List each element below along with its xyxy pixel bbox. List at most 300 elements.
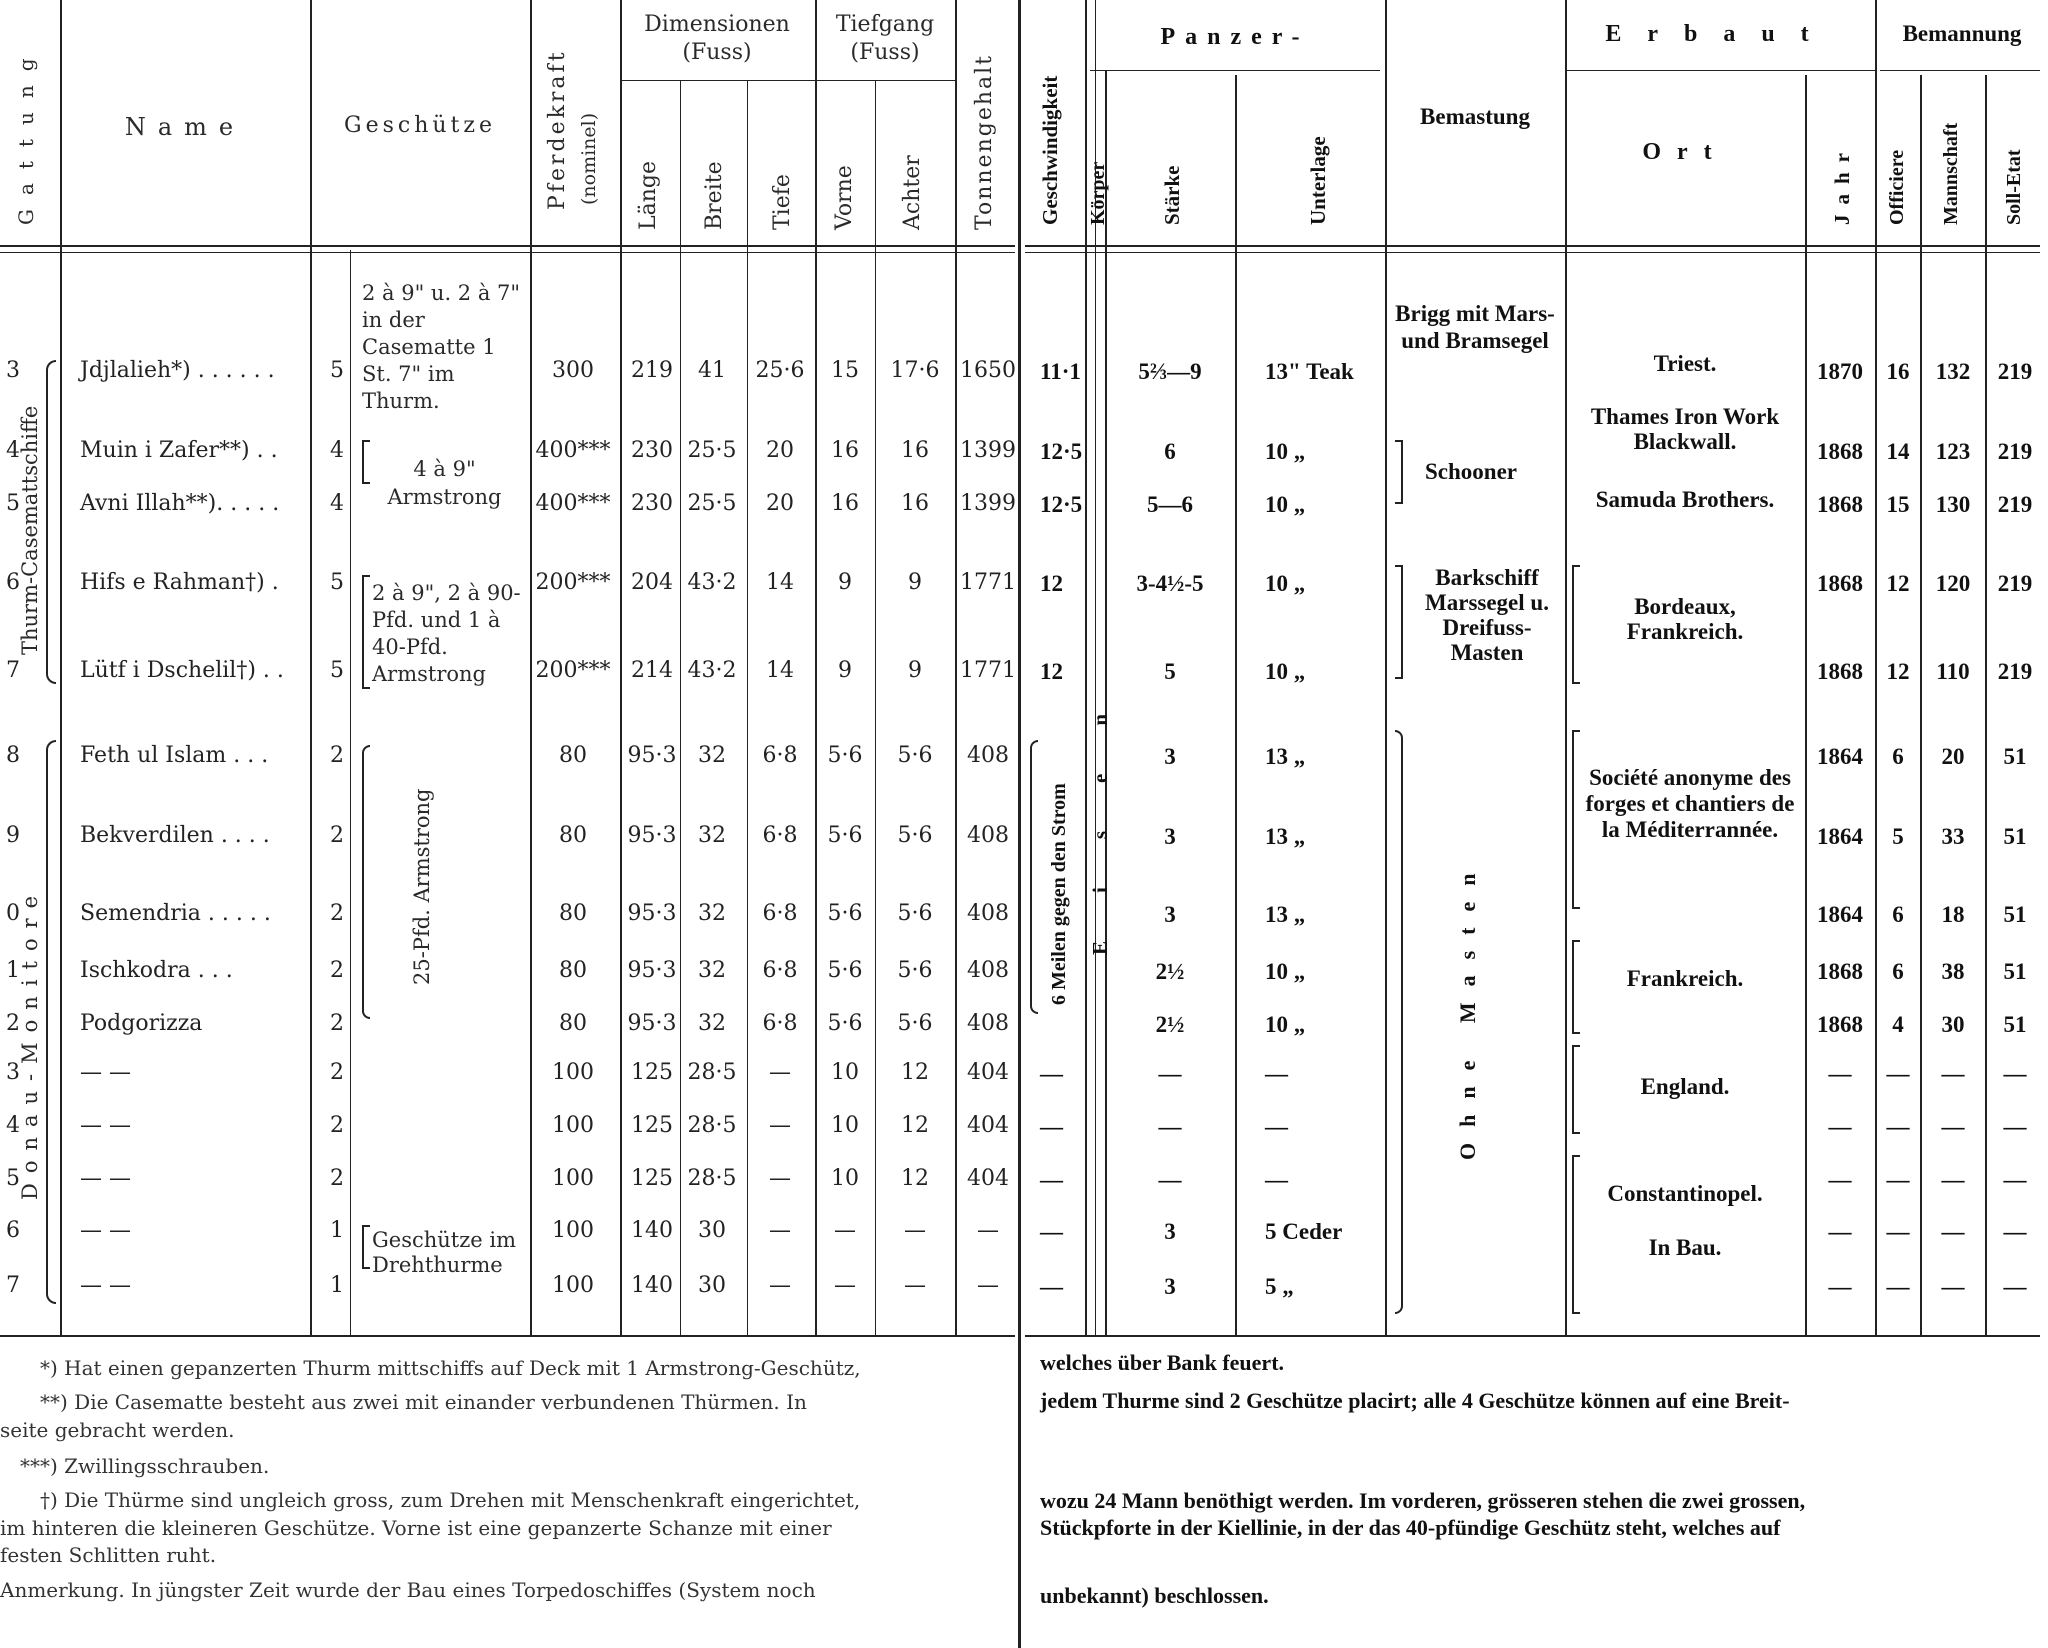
rule	[1090, 70, 1380, 71]
cell-anz: 1	[330, 1218, 344, 1243]
cell-achter: 5·6	[897, 1011, 933, 1036]
cell-jahr: 1868	[1817, 1012, 1863, 1037]
cell-mann: 110	[1936, 659, 1970, 684]
guns-group-2: 4 à 9" Armstrong	[387, 457, 502, 509]
cell-ps: 80	[559, 743, 587, 768]
cell-unterlage: 10 „	[1265, 492, 1306, 517]
cell-mann: 20	[1941, 744, 1965, 769]
cell-unterlage: —	[1265, 1167, 1288, 1192]
rule	[1385, 0, 1387, 1335]
cell-name: — —	[80, 1166, 131, 1191]
cell-anz: 5	[330, 358, 344, 383]
cell-breite: 32	[698, 958, 726, 983]
cell-unterlage: 13 „	[1265, 824, 1306, 849]
header-ort: Ort	[1642, 139, 1728, 165]
cell-jahr: —	[1828, 1061, 1852, 1086]
rule	[955, 0, 957, 1335]
cell-unterlage: 13 „	[1265, 744, 1306, 769]
guns-25pfd-armstrong: 25-Pfd. Armstrong	[410, 788, 434, 985]
cell-unterlage: 10 „	[1265, 1012, 1306, 1037]
cell-achter: 12	[901, 1060, 929, 1085]
cell-breite: 30	[698, 1218, 726, 1243]
cell-no: 2	[6, 1011, 20, 1036]
cell-achter: 12	[901, 1166, 929, 1191]
cell-anz: 2	[330, 1060, 344, 1085]
ort-frankreich: Frankreich.	[1626, 966, 1744, 991]
cell-anz: 2	[330, 743, 344, 768]
guns-group-1: 2 à 9" u. 2 à 7" in der Casematte 1 St. 7" im Thurm.	[362, 281, 521, 413]
cell-staerke: —	[1158, 1114, 1182, 1139]
cell-anz: 2	[330, 1011, 344, 1036]
speed-strom-note: 6 Meilen gegen den Strom	[1048, 783, 1070, 1005]
cell-achter: —	[904, 1273, 926, 1298]
cell-ps: 100	[552, 1113, 594, 1138]
rule	[1920, 75, 1922, 1335]
cell-laenge: 95·3	[627, 958, 677, 983]
cell-jahr: 1868	[1817, 492, 1863, 517]
cell-name: — —	[80, 1060, 131, 1085]
cell-anz: 2	[330, 901, 344, 926]
cell-laenge: 125	[631, 1166, 673, 1191]
cell-ps: 200***	[535, 658, 611, 683]
cell-breite: 32	[698, 823, 726, 848]
cell-mann: 120	[1935, 571, 1971, 596]
rule	[1875, 0, 1877, 1335]
rule	[1565, 0, 1567, 1335]
cell-staerke: 3-4½-5	[1136, 571, 1204, 596]
cell-speed: 12·5	[1040, 492, 1083, 517]
cell-no: 9	[6, 823, 20, 848]
cell-mann: —	[1941, 1274, 1965, 1299]
cell-etat: 51	[2003, 902, 2027, 927]
cell-off: —	[1886, 1219, 1910, 1244]
cell-achter: —	[904, 1218, 926, 1243]
cell-off: 6	[1892, 959, 1904, 984]
cell-jahr: —	[1828, 1114, 1852, 1139]
cell-jahr: 1864	[1817, 824, 1863, 849]
cell-ps: 200***	[535, 570, 611, 595]
cell-staerke: —	[1158, 1061, 1182, 1086]
cell-mann: —	[1941, 1061, 1965, 1086]
cell-no: 6	[6, 1218, 20, 1243]
cell-breite: 41	[698, 358, 726, 383]
rule	[1018, 0, 1021, 1648]
header-laenge: Länge	[636, 161, 661, 230]
rule	[815, 80, 955, 81]
cell-name: Bekverdilen . . . .	[80, 823, 270, 848]
cell-mann: 30	[1941, 1012, 1965, 1037]
cell-unterlage: 13 „	[1265, 902, 1306, 927]
cell-tonnen: 408	[967, 1011, 1009, 1036]
gun-brace	[362, 1225, 370, 1269]
cell-achter: 9	[908, 570, 922, 595]
cell-breite: 32	[698, 901, 726, 926]
footnote-left-line: im hinteren die kleineren Geschütze. Vorne ist eine gepanzerte Schanze mit einer	[0, 1516, 832, 1540]
gun-brace	[362, 575, 370, 689]
cell-vorne: 5·6	[827, 958, 863, 983]
group-thurm-casemattschiffe: Thurm-Casemattschiffe	[18, 405, 42, 655]
cell-vorne: 10	[831, 1113, 859, 1138]
cell-tiefe: 14	[766, 570, 794, 595]
cell-jahr: 1870	[1817, 359, 1863, 384]
header-name: Name	[124, 113, 246, 141]
cell-name: Avni Illah**). . . . .	[80, 491, 280, 516]
cell-name: Jdjlalieh*) . . . . . .	[80, 358, 275, 383]
rule	[1025, 252, 2040, 253]
cell-no: 3	[6, 358, 20, 383]
cell-tiefe: 6·8	[762, 1011, 798, 1036]
cell-off: 14	[1886, 439, 1910, 464]
mast-brace	[1395, 440, 1403, 504]
cell-jahr: —	[1828, 1274, 1852, 1299]
cell-jahr: —	[1828, 1219, 1852, 1244]
cell-laenge: 95·3	[627, 901, 677, 926]
cell-vorne: 15	[831, 358, 859, 383]
ort-bordeaux: Bordeaux, Frankreich.	[1626, 594, 1744, 644]
cell-anz: 2	[330, 1113, 344, 1138]
mast-brace	[1395, 730, 1403, 1314]
cell-laenge: 214	[631, 658, 673, 683]
rule	[350, 250, 351, 1335]
cell-breite: 25·5	[687, 438, 737, 463]
cell-tiefe: —	[769, 1166, 791, 1191]
cell-vorne: 5·6	[827, 743, 863, 768]
cell-tonnen: 404	[967, 1166, 1009, 1191]
ort-triest: Triest.	[1653, 351, 1717, 376]
cell-ps: 80	[559, 823, 587, 848]
cell-speed: —	[1040, 1274, 1063, 1299]
cell-tonnen: 1650	[960, 358, 1016, 383]
cell-name: Semendria . . . . .	[80, 901, 271, 926]
group-donau-monitore: Donau-Monitore	[18, 885, 42, 1200]
rule	[1805, 75, 1807, 1335]
cell-ps: 100	[552, 1060, 594, 1085]
cell-speed: —	[1040, 1061, 1063, 1086]
cell-off: 6	[1892, 902, 1904, 927]
rule	[620, 80, 820, 81]
rule	[1565, 70, 1875, 71]
header-staerke: Stärke	[1160, 165, 1184, 225]
cell-vorne: —	[834, 1218, 856, 1243]
header-tonnengehalt: Tonnengehalt	[972, 53, 997, 230]
cell-achter: 16	[901, 491, 929, 516]
header-dimensionen-sub: (Fuss)	[682, 40, 752, 65]
cell-tiefe: 20	[766, 491, 794, 516]
cell-tonnen: —	[977, 1273, 999, 1298]
cell-tonnen: 404	[967, 1113, 1009, 1138]
cell-name: Ischkodra . . .	[80, 958, 233, 983]
cell-speed: 12	[1040, 659, 1063, 684]
cell-vorne: 5·6	[827, 823, 863, 848]
cell-ps: 300	[552, 358, 594, 383]
footnote-right-line: Stückpforte in der Kiellinie, in der das 40-pfündige Geschütz steht, welches auf	[1040, 1515, 1781, 1540]
header-pferdekraft-sub: (nominel)	[578, 112, 600, 205]
cell-staerke: 2½	[1155, 959, 1185, 984]
footnote-left-line: ***) Zwillingsschrauben.	[20, 1454, 270, 1478]
cell-unterlage: —	[1265, 1061, 1288, 1086]
cell-jahr: 1868	[1817, 959, 1863, 984]
cell-anz: 1	[330, 1273, 344, 1298]
rule	[1025, 245, 2040, 247]
cell-staerke: 5⅔—9	[1138, 359, 1202, 384]
ort-brace	[1572, 1155, 1580, 1314]
cell-ps: 80	[559, 958, 587, 983]
cell-laenge: 230	[631, 491, 673, 516]
cell-off: 12	[1886, 659, 1910, 684]
ort-brace	[1572, 940, 1580, 1034]
cell-speed: —	[1040, 1114, 1063, 1139]
cell-speed: —	[1040, 1167, 1063, 1192]
rule	[1985, 75, 1987, 1335]
cell-mann: 130	[1935, 492, 1971, 517]
cell-ps: 100	[552, 1166, 594, 1191]
guns-group-3: 2 à 9", 2 à 90-Pfd. und 1 à 40-Pfd. Armstrong	[372, 581, 521, 686]
cell-tiefe: —	[769, 1060, 791, 1085]
koerper-eisen: Eisen	[1088, 665, 1112, 955]
cell-speed: —	[1040, 1219, 1063, 1244]
cell-etat: —	[2003, 1114, 2027, 1139]
cell-etat: —	[2003, 1061, 2027, 1086]
rule	[1025, 1335, 2040, 1337]
rule	[310, 0, 312, 1335]
cell-mann: —	[1941, 1114, 1965, 1139]
cell-etat: —	[2003, 1274, 2027, 1299]
cell-vorne: 10	[831, 1166, 859, 1191]
cell-no: 5	[6, 491, 20, 516]
cell-tiefe: —	[769, 1113, 791, 1138]
cell-ps: 400***	[535, 491, 611, 516]
cell-tiefe: —	[769, 1273, 791, 1298]
header-tiefe: Tiefe	[770, 174, 795, 230]
cell-jahr: 1868	[1817, 659, 1863, 684]
cell-no: 7	[6, 658, 20, 683]
cell-breite: 43·2	[687, 570, 737, 595]
cell-tonnen: 1771	[960, 570, 1016, 595]
cell-staerke: 3	[1164, 824, 1176, 849]
cell-unterlage: 5 Ceder	[1265, 1219, 1343, 1244]
footnote-right-line: unbekannt) beschlossen.	[1040, 1583, 1269, 1608]
footnote-right-line: welches über Bank feuert.	[1040, 1350, 1285, 1375]
ort-societe: Société anonyme des forges et chantiers de la Méditerrannée.	[1585, 765, 1795, 842]
header-geschwindigkeit: Geschwindigkeit	[1038, 75, 1062, 225]
header-officiere: Officiere	[1886, 149, 1908, 225]
cell-tonnen: —	[977, 1218, 999, 1243]
mast-group-1: Brigg mit Mars- und Bramsegel	[1395, 301, 1555, 353]
footnote-right-line: jedem Thurme sind 2 Geschütze placirt; alle 4 Geschütze können auf eine Breit-	[1040, 1388, 1790, 1413]
cell-no: 1	[6, 958, 20, 983]
cell-breite: 30	[698, 1273, 726, 1298]
cell-tonnen: 1771	[960, 658, 1016, 683]
cell-no: 4	[6, 438, 20, 463]
cell-mann: 33	[1941, 824, 1965, 849]
cell-ps: 100	[552, 1273, 594, 1298]
cell-unterlage: 10 „	[1265, 439, 1306, 464]
ort-thames: Thames Iron Work Blackwall.	[1590, 404, 1780, 454]
cell-tiefe: 6·8	[762, 823, 798, 848]
cell-name: Lütf i Dschelil†) . .	[80, 658, 284, 683]
cell-off: 15	[1886, 492, 1910, 517]
cell-name: Hifs e Rahman†) .	[80, 570, 279, 595]
header-tiefgang: Tiefgang	[835, 12, 935, 37]
cell-staerke: 3	[1164, 1274, 1176, 1299]
cell-off: 6	[1892, 744, 1904, 769]
cell-anz: 2	[330, 823, 344, 848]
cell-staerke: 6	[1164, 439, 1176, 464]
cell-etat: 219	[1997, 492, 2033, 517]
cell-off: —	[1886, 1114, 1910, 1139]
cell-tiefe: 6·8	[762, 901, 798, 926]
cell-laenge: 125	[631, 1060, 673, 1085]
cell-mann: 18	[1941, 902, 1965, 927]
cell-etat: 219	[1997, 659, 2033, 684]
cell-unterlage: 10 „	[1265, 659, 1306, 684]
cell-breite: 28·5	[687, 1060, 737, 1085]
cell-name: — —	[80, 1273, 131, 1298]
cell-breite: 28·5	[687, 1113, 737, 1138]
cell-speed: 12	[1040, 571, 1063, 596]
rule	[680, 80, 681, 1335]
group-brace	[46, 740, 56, 1304]
cell-jahr: 1864	[1817, 744, 1863, 769]
header-gattung: Gattung	[14, 44, 38, 225]
header-bemannung: Bemannung	[1902, 21, 2022, 46]
footnote-left-line: †) Die Thürme sind ungleich gross, zum Drehen mit Menschenkraft eingerichtet,	[40, 1488, 861, 1512]
cell-no: 3	[6, 1060, 20, 1085]
header-unterlage: Unterlage	[1306, 136, 1330, 225]
cell-vorne: 9	[838, 658, 852, 683]
header-soll-etat: Soll-Etat	[2003, 149, 2025, 225]
cell-etat: —	[2003, 1219, 2027, 1244]
cell-achter: 5·6	[897, 743, 933, 768]
cell-anz: 4	[330, 491, 344, 516]
ort-brace	[1572, 565, 1580, 684]
cell-anz: 5	[330, 658, 344, 683]
cell-laenge: 230	[631, 438, 673, 463]
cell-staerke: 5—6	[1147, 492, 1193, 517]
cell-anz: 2	[330, 1166, 344, 1191]
ort-brace	[1572, 1045, 1580, 1134]
cell-no: 8	[6, 743, 20, 768]
cell-off: —	[1886, 1274, 1910, 1299]
cell-no: 4	[6, 1113, 20, 1138]
cell-off: —	[1886, 1061, 1910, 1086]
cell-off: 16	[1886, 359, 1910, 384]
cell-etat: —	[2003, 1167, 2027, 1192]
header-mannschaft: Mannschaft	[1940, 122, 1962, 225]
ort-england: England.	[1640, 1074, 1730, 1099]
cell-ps: 100	[552, 1218, 594, 1243]
cell-achter: 16	[901, 438, 929, 463]
ort-brace	[1572, 730, 1580, 909]
cell-mann: 123	[1935, 439, 1971, 464]
cell-tonnen: 1399	[960, 491, 1016, 516]
cell-tiefe: 20	[766, 438, 794, 463]
cell-breite: 25·5	[687, 491, 737, 516]
cell-jahr: 1864	[1817, 902, 1863, 927]
cell-breite: 32	[698, 1011, 726, 1036]
cell-jahr: 1868	[1817, 571, 1863, 596]
footnote-left-line: Anmerkung. In jüngster Zeit wurde der Bau eines Torpedoschiffes (System noch	[0, 1578, 816, 1602]
cell-laenge: 95·3	[627, 743, 677, 768]
cell-vorne: 9	[838, 570, 852, 595]
cell-tonnen: 1399	[960, 438, 1016, 463]
ort-in-bau: In Bau.	[1648, 1235, 1722, 1260]
header-jahr: Jahr	[1830, 143, 1854, 225]
cell-etat: 51	[2003, 824, 2027, 849]
cell-tonnen: 408	[967, 823, 1009, 848]
footnote-left-line: **) Die Casematte besteht aus zwei mit einander verbundenen Thürmen. In	[40, 1390, 807, 1414]
cell-unterlage: 10 „	[1265, 959, 1306, 984]
cell-vorne: 10	[831, 1060, 859, 1085]
group-brace	[46, 360, 56, 684]
cell-mann: —	[1941, 1219, 1965, 1244]
cell-breite: 43·2	[687, 658, 737, 683]
cell-etat: 51	[2003, 959, 2027, 984]
cell-etat: 51	[2003, 1012, 2027, 1037]
cell-etat: 51	[2003, 744, 2027, 769]
mast-brace	[1395, 565, 1403, 679]
cell-laenge: 204	[631, 570, 673, 595]
header-breite: Breite	[702, 161, 727, 230]
header-bemastung: Bemastung	[1420, 104, 1530, 129]
mast-group-2: Schooner	[1425, 459, 1517, 484]
cell-staerke: 2½	[1155, 1012, 1185, 1037]
cell-anz: 2	[330, 958, 344, 983]
cell-etat: 219	[1997, 571, 2033, 596]
cell-tonnen: 408	[967, 743, 1009, 768]
ort-samuda: Samuda Brothers.	[1595, 487, 1775, 512]
cell-tiefe: 6·8	[762, 743, 798, 768]
cell-laenge: 95·3	[627, 823, 677, 848]
footnote-left-line: festen Schlitten ruht.	[0, 1543, 217, 1567]
cell-off: 4	[1892, 1012, 1904, 1037]
header-koerper: Körper	[1087, 161, 1109, 225]
cell-achter: 5·6	[897, 823, 933, 848]
cell-unterlage: 5 „	[1265, 1274, 1294, 1299]
ort-constantinopel: Constantinopel.	[1607, 1181, 1763, 1206]
cell-staerke: 3	[1164, 902, 1176, 927]
cell-name: — —	[80, 1113, 131, 1138]
cell-etat: 219	[1997, 439, 2033, 464]
cell-tiefe: 25·6	[755, 358, 805, 383]
cell-speed: 11·1	[1040, 359, 1081, 384]
footnote-left-line: *) Hat einen gepanzerten Thurm mittschiffs auf Deck mit 1 Armstrong-Geschütz,	[40, 1356, 861, 1380]
cell-ps: 80	[559, 1011, 587, 1036]
cell-no: 5	[6, 1166, 20, 1191]
cell-unterlage: 10 „	[1265, 571, 1306, 596]
cell-laenge: 125	[631, 1113, 673, 1138]
header-pferdekraft: Pferdekraft	[545, 49, 570, 210]
header-geschuetze: Geschütze	[344, 113, 496, 138]
cell-tiefe: —	[769, 1218, 791, 1243]
rule	[875, 80, 876, 1335]
cell-no: 7	[6, 1273, 20, 1298]
cell-jahr: —	[1828, 1167, 1852, 1192]
cell-vorne: 5·6	[827, 901, 863, 926]
cell-achter: 17·6	[890, 358, 940, 383]
header-panzer: Panzer-	[1160, 24, 1310, 50]
cell-laenge: 140	[631, 1273, 673, 1298]
cell-tiefe: 14	[766, 658, 794, 683]
cell-vorne: 16	[831, 491, 859, 516]
cell-off: 5	[1892, 824, 1904, 849]
cell-mann: 132	[1935, 359, 1971, 384]
header-tiefgang-sub: (Fuss)	[850, 40, 920, 65]
cell-anz: 5	[330, 570, 344, 595]
cell-no: 6	[6, 570, 20, 595]
cell-laenge: 95·3	[627, 1011, 677, 1036]
cell-unterlage: 13" Teak	[1265, 359, 1354, 384]
